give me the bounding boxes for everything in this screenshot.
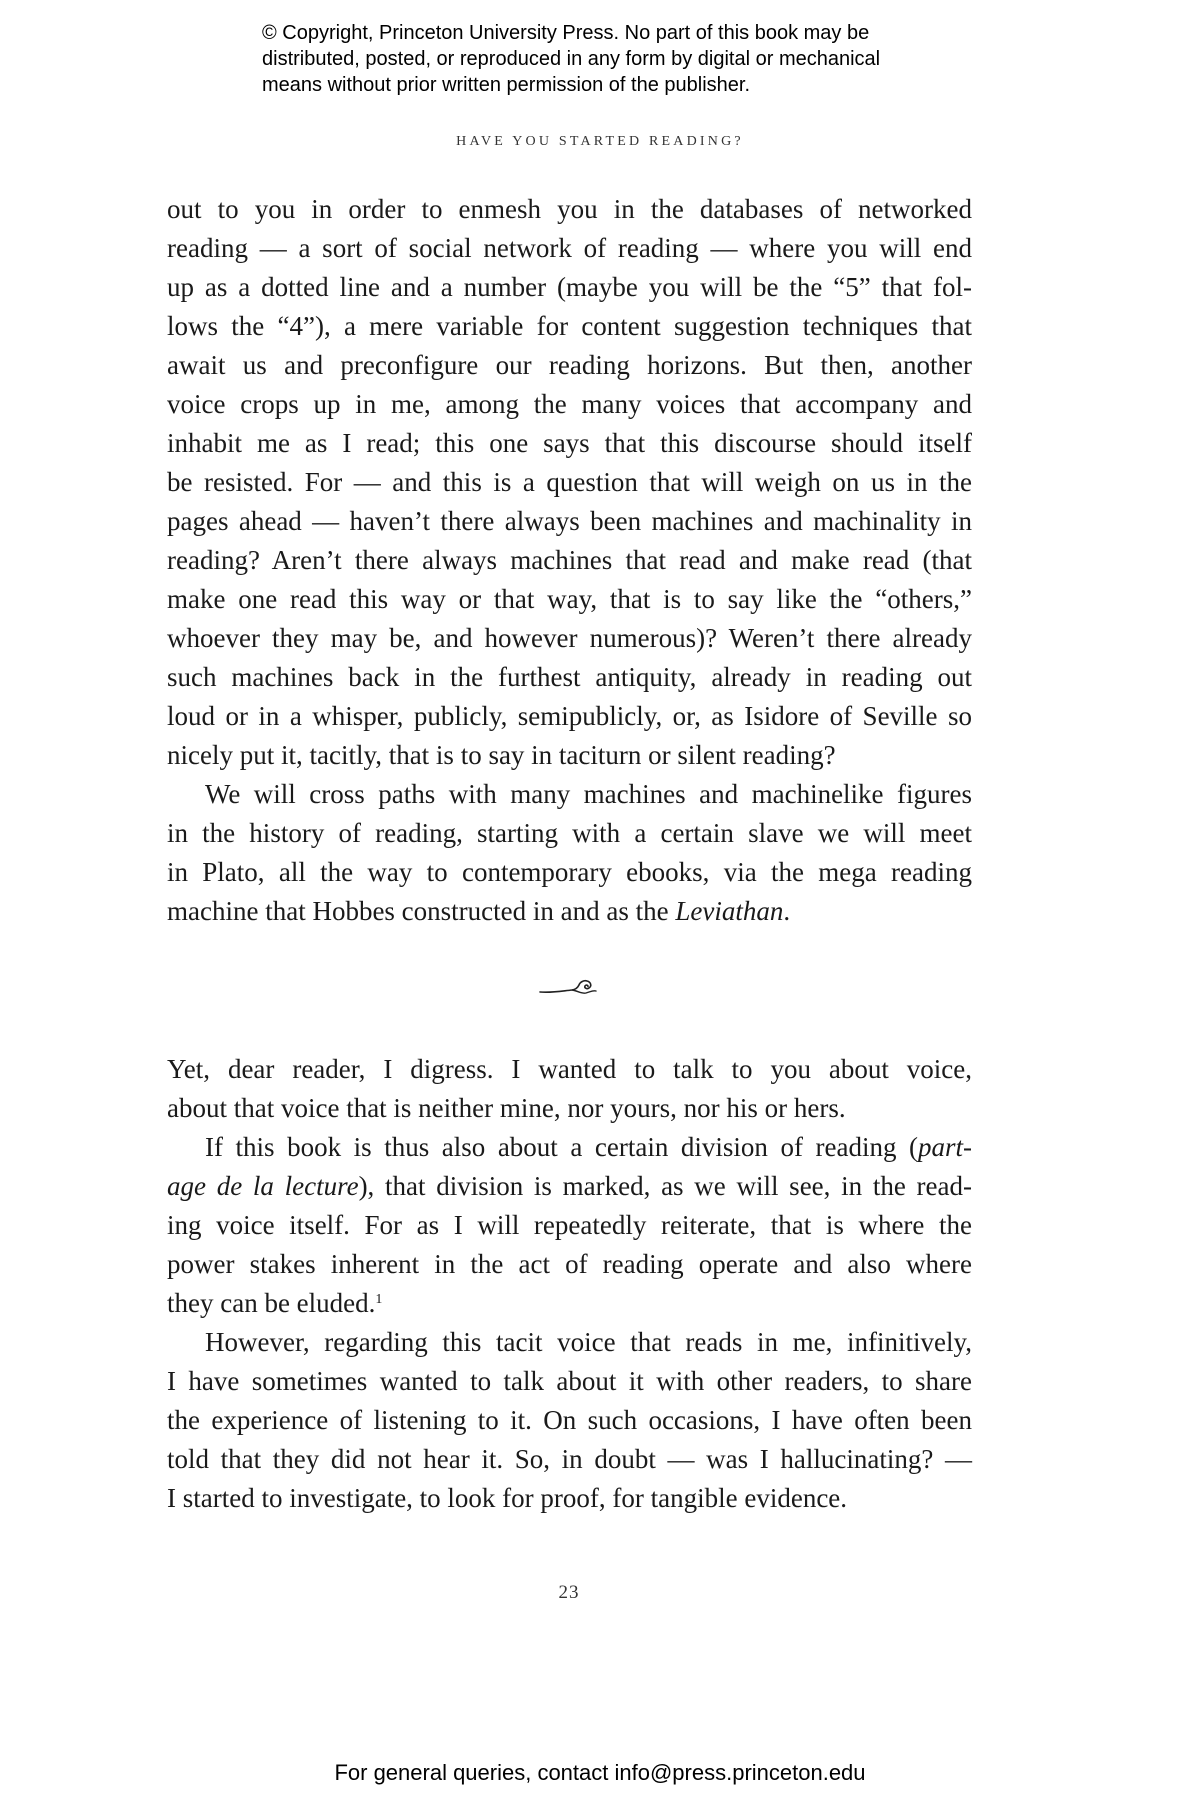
- text-line: power stakes inherent in the act of reading operate and also where: [167, 1249, 972, 1279]
- text-fragment: ), that division is marked, as we will see, in the read-: [358, 1171, 972, 1201]
- text-fragment: they can be eluded.: [167, 1288, 376, 1318]
- text-line: [167, 1128, 972, 1167]
- footer-contact: For general queries, contact info@press.princeton.edu: [334, 1760, 866, 1785]
- copyright-line: distributed, posted, or reproduced in any form by digital or mechanical: [262, 48, 881, 70]
- copyright-line: means without prior written permission of the publisher.: [262, 74, 751, 96]
- text-line: inhabit me as I read; this one says that this discourse should itself: [167, 428, 972, 458]
- text-line: [167, 1284, 972, 1323]
- text-line: the experience of listening to it. On such occasions, I have often been: [167, 1405, 972, 1435]
- text-line: We will cross paths with many machines and machinelike figures: [205, 779, 972, 809]
- page-number: 23: [558, 1582, 580, 1603]
- text-line: lows the “4”), a mere variable for content suggestion techniques that: [167, 311, 972, 341]
- text-line: in the history of reading, starting with a certain slave we will meet: [167, 818, 972, 848]
- text-fragment: machine that Hobbes constructed in and as the: [167, 896, 676, 926]
- copyright-notice: [262, 20, 982, 98]
- running-head: HAVE YOU STARTED READING?: [456, 134, 744, 149]
- section-break-ornament: [538, 975, 600, 999]
- text-line: be resisted. For — and this is a question that will weigh on us in the: [167, 467, 972, 497]
- text-line: up as a dotted line and a number (maybe you will be the “5” that fol-: [167, 272, 972, 302]
- body-text-bottom: [167, 1050, 972, 1518]
- text-line: told that they did not hear it. So, in doubt — was I hallucinating? —: [167, 1444, 972, 1474]
- text-line: about that voice that is neither mine, nor yours, nor his or hers.: [167, 1093, 846, 1123]
- text-line: await us and preconfigure our reading horizons. But then, another: [167, 350, 972, 380]
- text-line: whoever they may be, and however numerous)? Weren’t there already: [167, 623, 972, 653]
- text-line: ing voice itself. For as I will repeatedly reiterate, that is where the: [167, 1210, 972, 1240]
- text-line: loud or in a whisper, publicly, semipublicly, or, as Isidore of Seville so: [167, 701, 972, 731]
- text-line: I started to investigate, to look for proof, for tangible evidence.: [167, 1483, 848, 1513]
- text-fragment: .: [783, 896, 791, 926]
- italic-phrase: part-: [918, 1132, 972, 1162]
- text-line: out to you in order to enmesh you in the databases of networked: [167, 194, 972, 224]
- book-title-leviathan: Leviathan: [675, 896, 784, 926]
- text-line: [167, 892, 972, 931]
- italic-phrase: age de la lecture: [167, 1171, 359, 1201]
- copyright-line: © Copyright, Princeton University Press. No part of this book may be: [262, 22, 870, 44]
- text-line: reading — a sort of social network of reading — where you will end: [167, 233, 972, 263]
- text-line: nicely put it, tacitly, that is to say in taciturn or silent reading?: [167, 740, 836, 770]
- text-fragment: If this book is thus also about a certain division of reading (: [205, 1132, 918, 1162]
- text-line: in Plato, all the way to contemporary ebooks, via the mega reading: [167, 857, 972, 887]
- text-line: make one read this way or that way, that is to say like the “others,”: [167, 584, 972, 614]
- footnote-marker[interactable]: 1: [375, 1292, 383, 1307]
- text-line: [167, 1167, 972, 1206]
- text-line: However, regarding this tacit voice that reads in me, infinitively,: [205, 1327, 972, 1357]
- text-line: voice crops up in me, among the many voices that accompany and: [167, 389, 972, 419]
- text-line: pages ahead — haven’t there always been machines and machinality in: [167, 506, 972, 536]
- text-line: such machines back in the furthest antiquity, already in reading out: [167, 662, 972, 692]
- text-line: I have sometimes wanted to talk about it with other readers, to share: [167, 1366, 972, 1396]
- body-text-top: [167, 190, 972, 931]
- text-line: reading? Aren’t there always machines that read and make read (that: [167, 545, 972, 575]
- text-line: Yet, dear reader, I digress. I wanted to talk to you about voice,: [167, 1054, 972, 1084]
